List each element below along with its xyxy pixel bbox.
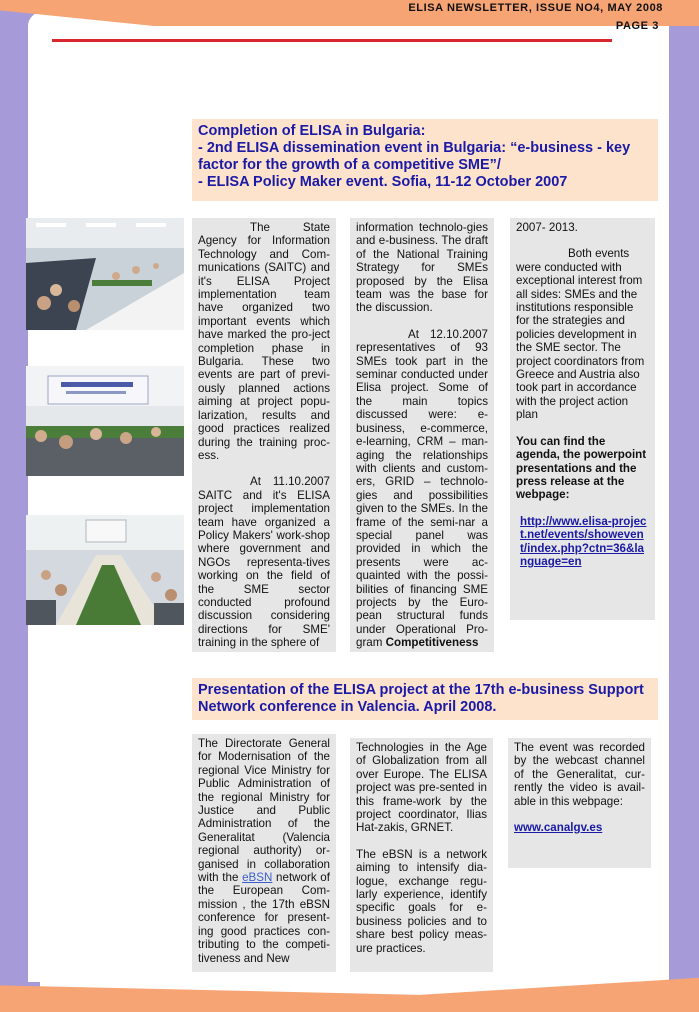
article-column-1	[192, 218, 336, 652]
event-photo-round-table	[26, 515, 184, 625]
download-note: You can find the agenda, the powerpoint presentations and the press release at the webpage:	[516, 434, 647, 502]
paragraph: The eBSN is a network aiming to intensify dia-logue, exchange regu-larly experience, identify specific goals for e-business policies and to share best policy meas-ure practices.	[356, 847, 487, 955]
bold-term: Competitiveness	[385, 636, 479, 650]
canalgv-link[interactable]: www.canalgv.es	[514, 821, 603, 835]
right-border-band	[669, 0, 699, 1012]
paragraph: information technolo-gies and e-business. The draft of the National Training Strategy for SMEs proposed by the Elisa team was the base for the discussion.	[356, 221, 488, 315]
paragraph: At 11.10.2007 SAITC and it's ELISA project implementation team have organized a Policy Makers' work-shop where government and NGOs representa-tives working on the field of the SME sector conducted profound discussion considering directions for SME' training in the sphere of	[198, 475, 330, 650]
paragraph-text: network of the European Com-mission , the 17th eBSN conference for present-ing good practices con-tributing to the competi-tiveness and New	[198, 871, 330, 965]
article-column-2	[350, 218, 494, 652]
header-divider	[52, 39, 612, 42]
paragraph: Technologies in the Age of Globalization from all over Europe. The ELISA project was pre-sented in this frame-work by the project coordinator, Ilias Hat-zakis, GRNET.	[356, 741, 487, 835]
event-photo-conference-room	[26, 218, 184, 330]
heading-line: Presentation of the ELISA project at the 17th e-business Support	[198, 682, 644, 698]
event-photo-presentation	[26, 366, 184, 476]
paragraph: 2007- 2013.	[516, 221, 578, 234]
paragraph: The State Agency for Information Technology and Com-munications (SAITC) and it's ELISA Project implementation team have organized two important events which have marked the pro-ject completion phase in Bulgaria. These two events are part of previ-ously planned actions aiming at project popu-larization, results and good practices realized during the training proc-ess.	[198, 221, 330, 462]
paragraph-text: At 12.10.2007 representatives of 93 SMEs took part in the seminar conducted under Elisa project. Some of the main topics discussed were: e-business, e-commerce, e-learning, CRM – man-aging the relationships with clients and custom-ers, GRID – technolo-gies and possibilities given to the SMEs. In the frame of the semi-nar a special panel was provided in which the presents were ac-quainted with the possi-bilities of financing SME projects by the Euro-pean structural funds under Operational Pro-gram	[356, 327, 488, 650]
paragraph-text: The Directorate General for Modernisation of the regional Vice Ministry for Public Administration of the regional Ministry for Justice and Public Administration of the Generalitat (Valencia regional authority) or-ganised in collaboration with the	[198, 737, 330, 885]
heading-line: factor for the growth of a competitive SME”/	[198, 157, 501, 173]
heading-line: - ELISA Policy Maker event. Sofia, 11-12 October 2007	[198, 174, 568, 190]
heading-line: - 2nd ELISA dissemination event in Bulgaria: “e-business - key	[198, 140, 631, 156]
ebsn-link[interactable]: eBSN	[242, 871, 273, 885]
paragraph: The event was recorded by the webcast channel of the Generalitat, cur-rently the video is avail-able in this webpage:	[514, 741, 645, 808]
article-column-3	[510, 218, 655, 620]
heading-line: Completion of ELISA in Bulgaria:	[198, 123, 426, 139]
newsletter-title: ELISA NEWSLETTER, ISSUE NO4, MAY 2008	[408, 2, 663, 14]
event-page-link[interactable]: http://www.elisa-project.net/events/showevent/index.php?ctn=36&language=en	[520, 514, 647, 568]
article-column-5	[350, 738, 493, 972]
section-heading-valencia	[192, 678, 658, 720]
heading-line: Network conference in Valencia. April 2008.	[198, 699, 497, 715]
section-heading-bulgaria	[192, 119, 658, 201]
paragraph	[356, 328, 488, 650]
article-column-4	[192, 734, 336, 972]
article-column-6	[508, 738, 651, 868]
paragraph: Both events were conducted with exceptional interest from all sides: SMEs and the institutions responsible for the strategies and policies development in the SME sector. The project coordinators from Greece and Austria also took part in accordance with the project action plan	[516, 247, 645, 422]
page-number: PAGE 3	[615, 20, 659, 32]
paragraph	[198, 737, 330, 965]
